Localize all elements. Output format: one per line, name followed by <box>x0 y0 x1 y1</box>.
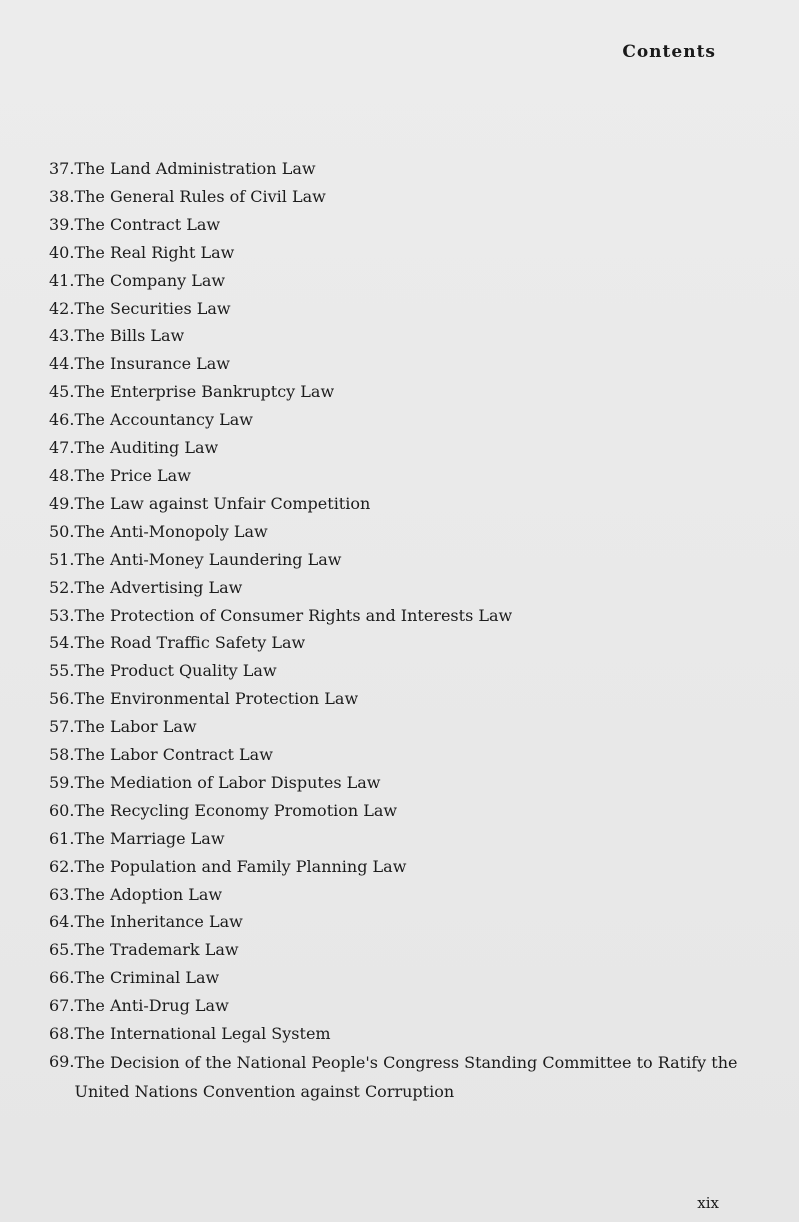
entry-title: The Securities Law <box>74 298 231 318</box>
running-head: Contents <box>622 42 716 62</box>
entry-title: The Accountancy Law <box>74 410 253 430</box>
entry-number: 59. <box>49 772 75 792</box>
entry-number: 64. <box>49 912 75 932</box>
entry-number: 60. <box>49 800 75 820</box>
entry-title: The Enterprise Bankruptcy Law <box>74 382 335 402</box>
entry-title: The International Legal System <box>74 1024 331 1044</box>
table-of-contents <box>49 155 739 1106</box>
toc-entry-60 <box>49 797 739 825</box>
entry-title: The Contract Law <box>74 214 221 234</box>
entry-title: The Anti-Money Laundering Law <box>74 549 342 569</box>
entry-number: 38. <box>49 186 75 206</box>
entry-title: The Auditing Law <box>74 438 219 458</box>
entry-title: The Labor Law <box>74 717 197 737</box>
entry-number: 47. <box>49 438 75 458</box>
toc-entry-42 <box>49 295 739 323</box>
entry-title: The Price Law <box>74 465 191 485</box>
entry-number: 40. <box>49 242 75 262</box>
entry-number: 56. <box>49 689 75 709</box>
toc-entry-45 <box>49 378 739 406</box>
entry-number: 55. <box>49 661 75 681</box>
toc-entry-69 <box>49 1048 739 1106</box>
entry-title: The Labor Contract Law <box>74 745 273 765</box>
toc-entry-40 <box>49 239 739 267</box>
toc-entry-58 <box>49 741 739 769</box>
entry-title: The Protection of Consumer Rights and Interests Law <box>74 605 513 625</box>
entry-title: The Insurance Law <box>74 354 230 374</box>
toc-entry-62 <box>49 853 739 881</box>
entry-number: 68. <box>49 1024 75 1044</box>
toc-entry-52 <box>49 574 739 602</box>
entry-title: The Mediation of Labor Disputes Law <box>74 772 381 792</box>
entry-number: 44. <box>49 354 75 374</box>
entry-number: 49. <box>49 493 75 513</box>
entry-number: 54. <box>49 633 75 653</box>
entry-number: 45. <box>49 382 75 402</box>
entry-number: 62. <box>49 856 75 876</box>
entry-title: The Real Right Law <box>74 242 235 262</box>
toc-entry-44 <box>49 350 739 378</box>
toc-entry-68 <box>49 1020 739 1048</box>
entry-title: The Product Quality Law <box>74 661 277 681</box>
entry-number: 58. <box>49 745 75 765</box>
toc-entry-53 <box>49 602 739 630</box>
toc-entry-59 <box>49 769 739 797</box>
entry-title: The Population and Family Planning Law <box>74 856 407 876</box>
entry-title: The Recycling Economy Promotion Law <box>74 800 398 820</box>
toc-entry-57 <box>49 713 739 741</box>
entry-title: The Bills Law <box>74 326 185 346</box>
entry-title: The Environmental Protection Law <box>74 689 359 709</box>
entry-title: The Company Law <box>74 270 226 290</box>
entry-title: The Anti-Monopoly Law <box>74 521 268 541</box>
toc-entry-63 <box>49 881 739 909</box>
toc-entry-46 <box>49 406 739 434</box>
entry-number: 41. <box>49 270 75 290</box>
toc-entry-43 <box>49 322 739 350</box>
entry-title: The Marriage Law <box>74 828 225 848</box>
toc-entry-66 <box>49 964 739 992</box>
entry-title: The Adoption Law <box>74 884 223 904</box>
toc-entry-50 <box>49 518 739 546</box>
toc-entry-38 <box>49 183 739 211</box>
toc-entry-37 <box>49 155 739 183</box>
toc-entry-39 <box>49 211 739 239</box>
entry-title: The Law against Unfair Competition <box>74 493 371 513</box>
entry-number: 48. <box>49 465 75 485</box>
entry-title: The Road Traffic Safety Law <box>74 633 306 653</box>
entry-title: The Anti-Drug Law <box>74 996 229 1016</box>
toc-entry-41 <box>49 267 739 295</box>
toc-entry-67 <box>49 992 739 1020</box>
entry-title: The Decision of the National People's Congress Standing Committee to Ratify the United Nations Convention against Corruption <box>74 1053 738 1101</box>
toc-entry-48 <box>49 462 739 490</box>
entry-title: The Trademark Law <box>74 940 239 960</box>
entry-number: 43. <box>49 326 75 346</box>
entry-number: 69. <box>49 1052 75 1071</box>
entry-number: 53. <box>49 605 75 625</box>
entry-number: 37. <box>49 159 75 178</box>
toc-entry-49 <box>49 490 739 518</box>
entry-number: 42. <box>49 298 75 318</box>
entry-number: 63. <box>49 884 75 904</box>
entry-number: 52. <box>49 577 75 597</box>
toc-entry-56 <box>49 685 739 713</box>
toc-entry-64 <box>49 908 739 936</box>
entry-number: 46. <box>49 410 75 430</box>
toc-entry-55 <box>49 657 739 685</box>
entry-number: 67. <box>49 996 75 1016</box>
entry-title: The General Rules of Civil Law <box>74 186 326 206</box>
entry-title: The Land Administration Law <box>74 159 316 178</box>
entry-title: The Criminal Law <box>74 968 220 988</box>
entry-number: 51. <box>49 549 75 569</box>
toc-entry-65 <box>49 936 739 964</box>
entry-number: 50. <box>49 521 75 541</box>
entry-title: The Inheritance Law <box>74 912 243 932</box>
entry-number: 66. <box>49 968 75 988</box>
toc-entry-61 <box>49 825 739 853</box>
toc-entry-54 <box>49 629 739 657</box>
entry-number: 61. <box>49 828 75 848</box>
entry-number: 39. <box>49 214 75 234</box>
entry-number: 65. <box>49 940 75 960</box>
entry-title: The Advertising Law <box>74 577 243 597</box>
entry-number: 57. <box>49 717 75 737</box>
page-number: xix <box>697 1194 719 1212</box>
toc-entry-47 <box>49 434 739 462</box>
toc-entry-51 <box>49 546 739 574</box>
